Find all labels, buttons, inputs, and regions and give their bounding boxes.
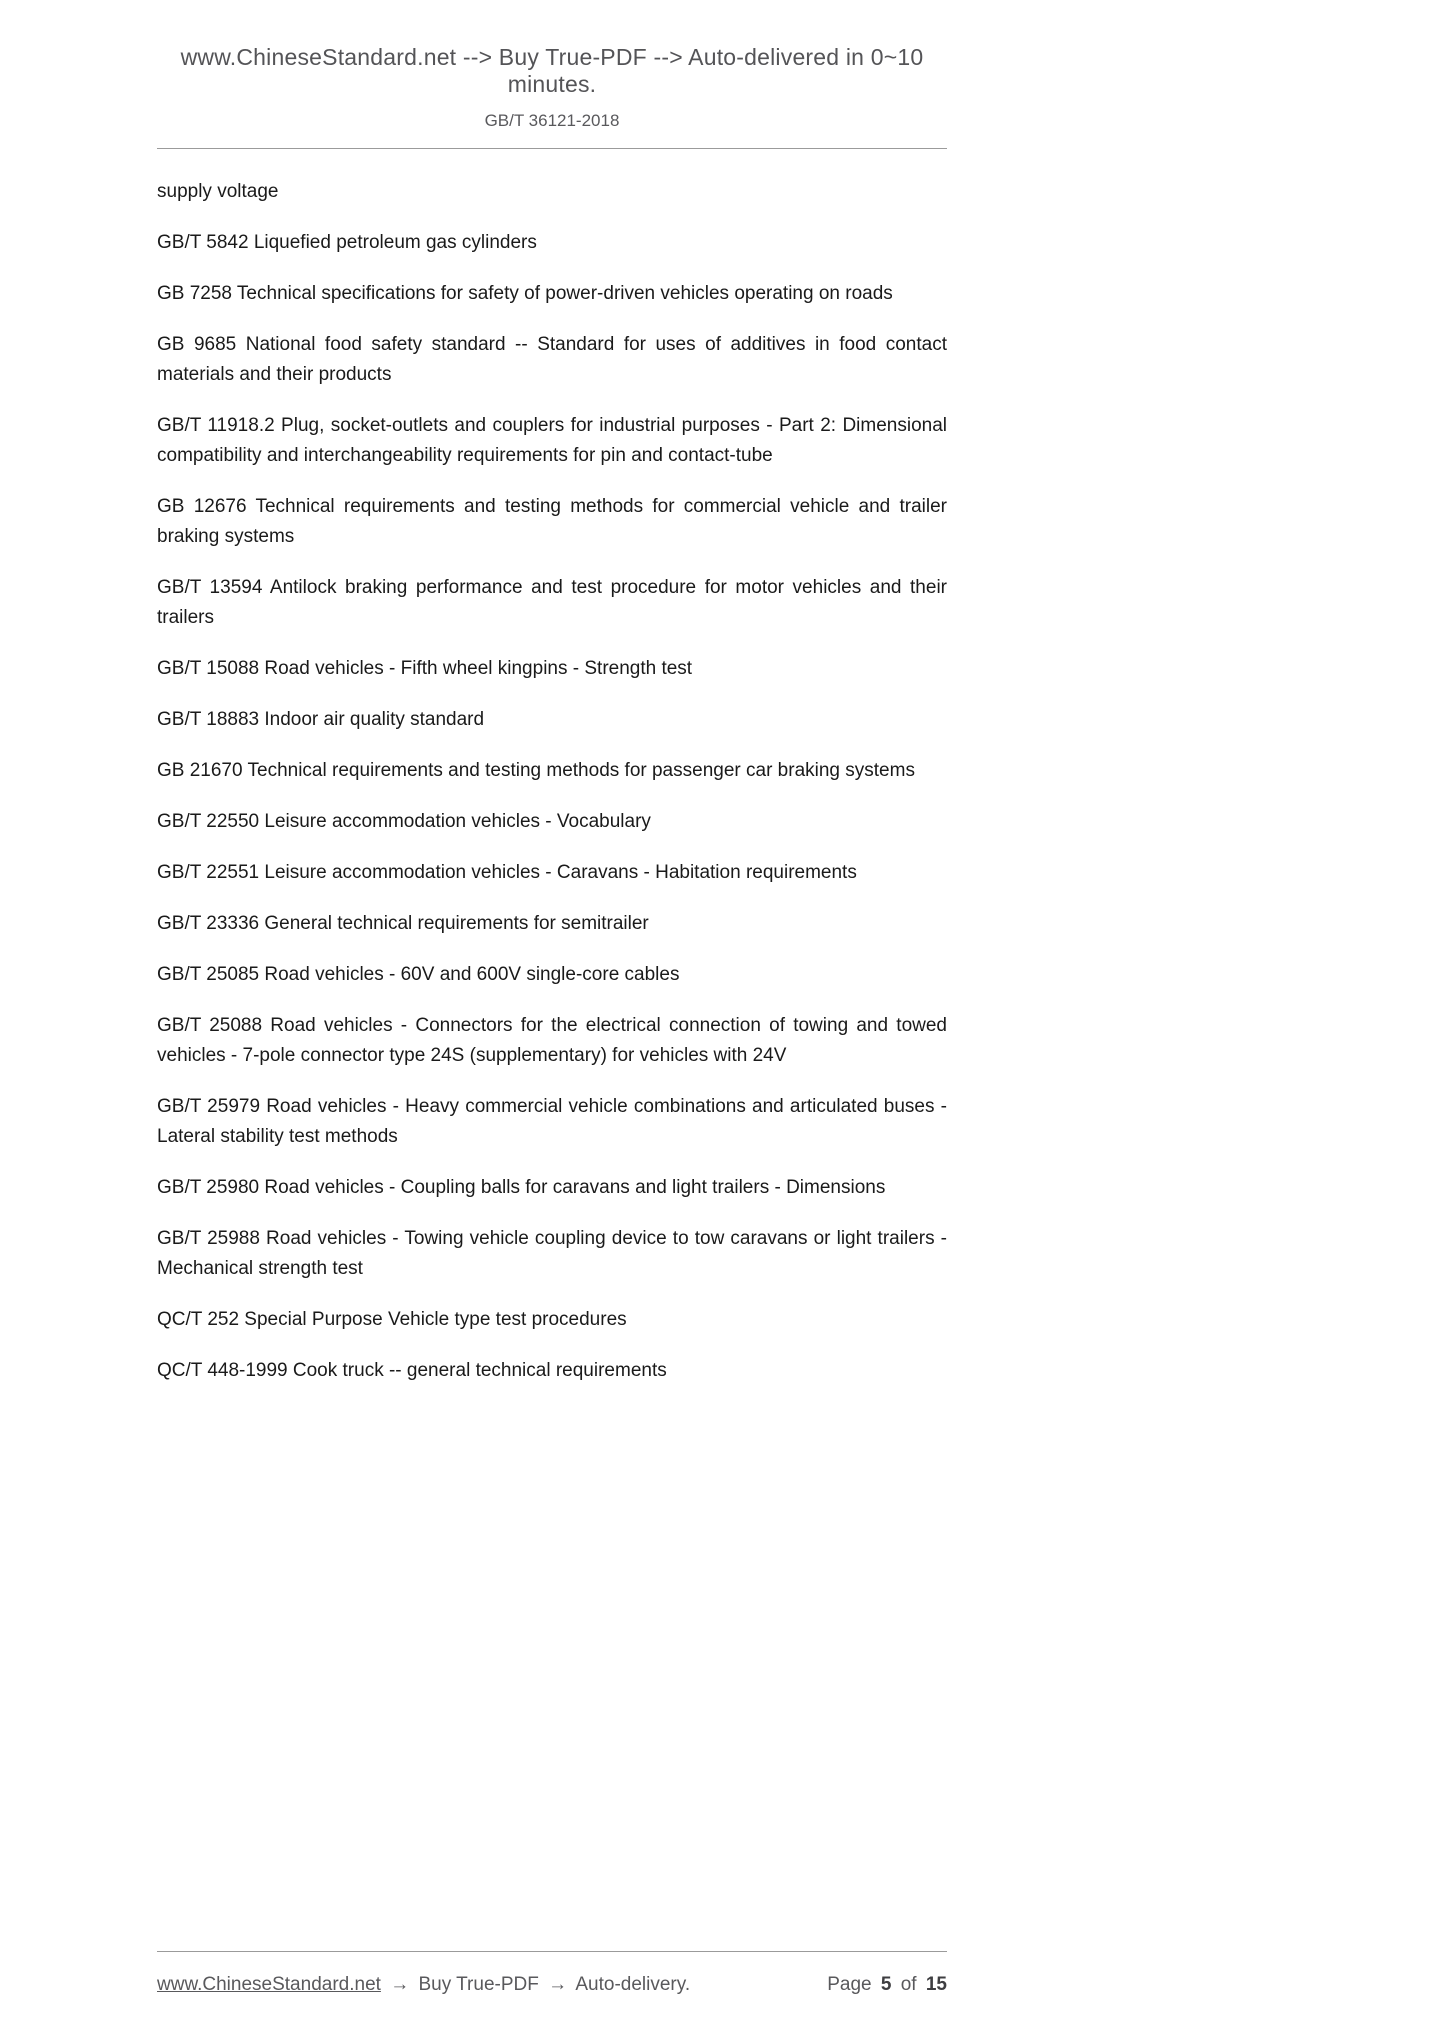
reference-paragraph: supply voltage (157, 181, 279, 202)
reference-paragraph: GB/T 25980 Road vehicles - Coupling balls for caravans and light trailers - Dimensions (157, 1177, 886, 1198)
footer-promo (157, 1974, 694, 1996)
reference-paragraph: GB/T 25088 Road vehicles - Connectors for the electrical connection of towing and towed vehicles - 7-pole connector type 24S (supplementary) for vehicles with 24V (157, 1015, 947, 1066)
reference-paragraph: GB 7258 Technical specifications for safety of power-driven vehicles operating on roads (157, 283, 893, 304)
doc-number: GB/T 36121-2018 (484, 111, 620, 130)
reference-paragraph: GB 9685 National food safety standard -- Standard for uses of additives in food contact materials and their products (157, 334, 947, 385)
page-header (157, 0, 947, 149)
footer-delivery-label: Auto-delivery. (575, 1974, 691, 1995)
page-indicator (823, 1974, 947, 1996)
of-label: of (900, 1974, 917, 1995)
arrow-icon: → (390, 1974, 410, 1995)
reference-paragraph: GB 12676 Technical requirements and testing methods for commercial vehicle and trailer braking systems (157, 496, 947, 547)
reference-paragraph: GB/T 5842 Liquefied petroleum gas cylinders (157, 232, 537, 253)
page-total: 15 (925, 1974, 947, 1995)
header-tagline: www.ChineseStandard.net --> Buy True-PDF --> Auto-delivered in 0~10 minutes. (180, 44, 924, 97)
references-list (157, 149, 947, 1386)
page-footer (157, 1951, 947, 2044)
reference-paragraph: GB/T 11918.2 Plug, socket-outlets and couplers for industrial purposes - Part 2: Dimensional compatibility and interchangeability requirements for pin and contact-tube (157, 415, 947, 466)
reference-paragraph: GB/T 22550 Leisure accommodation vehicles - Vocabulary (157, 811, 651, 832)
reference-paragraph: GB/T 13594 Antilock braking performance and test procedure for motor vehicles and their trailers (157, 577, 947, 628)
footer-divider (157, 1951, 947, 1952)
footer-site-link[interactable]: www.ChineseStandard.net (157, 1974, 381, 1995)
arrow-icon: → (548, 1974, 568, 1995)
reference-paragraph: GB/T 15088 Road vehicles - Fifth wheel kingpins - Strength test (157, 658, 693, 679)
reference-paragraph: GB/T 18883 Indoor air quality standard (157, 709, 485, 730)
page-label: Page (827, 1974, 872, 1995)
reference-paragraph: GB/T 23336 General technical requirements for semitrailer (157, 913, 649, 934)
reference-paragraph: GB/T 25085 Road vehicles - 60V and 600V single-core cables (157, 964, 680, 985)
reference-paragraph: GB 21670 Technical requirements and testing methods for passenger car braking systems (157, 760, 915, 781)
reference-paragraph: GB/T 25979 Road vehicles - Heavy commercial vehicle combinations and articulated buses - Lateral stability test methods (157, 1096, 947, 1147)
reference-paragraph: GB/T 25988 Road vehicles - Towing vehicle coupling device to tow caravans or light trailers - Mechanical strength test (157, 1228, 947, 1279)
footer-buy-label: Buy True-PDF (418, 1974, 539, 1995)
reference-paragraph: QC/T 448-1999 Cook truck -- general technical requirements (157, 1360, 667, 1381)
reference-paragraph: QC/T 252 Special Purpose Vehicle type test procedures (157, 1309, 627, 1330)
page-number: 5 (880, 1974, 892, 1995)
reference-paragraph: GB/T 22551 Leisure accommodation vehicles - Caravans - Habitation requirements (157, 862, 857, 883)
